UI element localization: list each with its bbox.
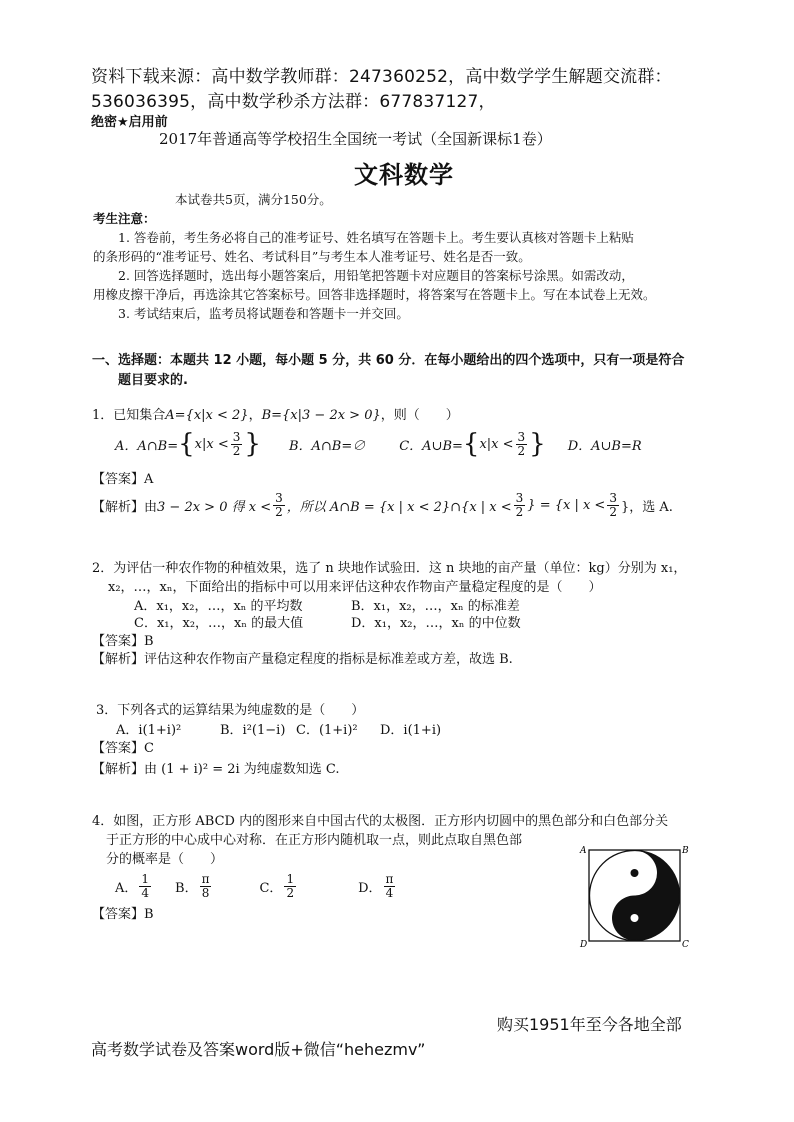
note-1b: 的条形码的“准考证号、姓名、考试科目”与考生本人准考证号、姓名是否一致。 bbox=[93, 249, 531, 264]
footer-line-1: 购买1951年至今各地全部 bbox=[497, 1015, 682, 1034]
taiji-dot-white bbox=[631, 914, 639, 922]
vertex-label-a: A bbox=[580, 846, 587, 856]
note-1a: 1. 答卷前，考生务必将自己的准考证号、姓名填写在答题卡上。考生要认真核对答题卡上粘贴 bbox=[118, 230, 634, 245]
taiji-dot-black bbox=[631, 869, 639, 877]
q4-stem-3: 分的概率是（ ） bbox=[106, 852, 224, 867]
q2-option-a: A．x₁，x₂，…，xₙ 的平均数 bbox=[134, 599, 303, 614]
note-2a: 2. 回答选择题时，选出每小题答案后，用铅笔把答题卡对应题目的答案标号涂黑。如需改动， bbox=[118, 268, 634, 283]
q3-explanation: 【解析】由 (1 + i)² = 2i 为纯虚数知选 C. bbox=[92, 762, 340, 777]
q4-option-c: C． $\frac{1}{2}$ bbox=[259, 871, 295, 900]
q3-option-a: A．i(1+i)² bbox=[116, 723, 182, 738]
exam-subtitle: 2017年普通高等学校招生全国统一考试（全国新课标1卷） bbox=[159, 130, 552, 148]
source-line-1: 资料下载来源：高中数学教师群：247360252，高中数学学生解题交流群： bbox=[91, 67, 672, 87]
vertex-label-d: D bbox=[580, 940, 588, 949]
exam-info: 本试卷共5页，满分150分。 bbox=[175, 192, 332, 207]
q3-option-d: D．i(1+i) bbox=[380, 723, 442, 738]
q1-option-a: A．A∩B= { x|x < $\frac{3}{2}$ } bbox=[115, 429, 261, 459]
note-2b: 用橡皮擦干净后，再选涂其它答案标号。回答非选择题时，将答案写在答题卡上。写在本试卷上无效。 bbox=[93, 287, 656, 302]
taiji-black-half bbox=[612, 851, 680, 941]
q1-option-c: C．A∪B= { x|x < $\frac{3}{2}$ } bbox=[399, 429, 546, 459]
q4-option-d: D． $\frac{\pi}{4}$ bbox=[358, 871, 394, 900]
section-heading-2: 题目要求的. bbox=[118, 373, 188, 388]
q2-answer: 【答案】B bbox=[92, 634, 154, 649]
q3-answer: 【答案】C bbox=[92, 741, 154, 756]
q1-set-a: A={x|x < 2} bbox=[165, 408, 249, 423]
exam-title: 文科数学 bbox=[354, 161, 454, 189]
q2-option-b: B．x₁，x₂，…，xₙ 的标准差 bbox=[351, 599, 520, 614]
q3-option-b: B．i²(1−i) bbox=[220, 723, 286, 738]
q2-stem-1: 2．为评估一种农作物的种植效果，选了 n 块地作试验田．这 n 块地的亩产量（单位：kg）分别为 x₁， bbox=[92, 561, 687, 576]
q1-answer: 【答案】A bbox=[92, 472, 154, 487]
q4-option-b: B． $\frac{\pi}{8}$ bbox=[175, 871, 210, 900]
q1-options bbox=[115, 424, 642, 464]
q3-option-c: C．(1+i)² bbox=[296, 723, 358, 738]
vertex-label-c: C bbox=[682, 940, 689, 949]
notes-heading: 考生注意： bbox=[93, 211, 156, 226]
note-3: 3. 考试结束后，监考员将试题卷和答题卡一并交回。 bbox=[118, 306, 409, 321]
q4-stem-2: 于正方形的中心成中心对称．在正方形内随机取一点，则此点取自黑色部 bbox=[106, 833, 523, 848]
vertex-label-b: B bbox=[682, 846, 689, 856]
q2-option-c: C．x₁，x₂，…，xₙ 的最大值 bbox=[134, 616, 304, 631]
source-line-2: 536036395，高中数学秒杀方法群：677837127， bbox=[91, 92, 496, 112]
q3-stem: 3．下列各式的运算结果为纯虚数的是（ ） bbox=[96, 703, 365, 718]
taiji-figure bbox=[578, 843, 690, 949]
q1-explanation: 【解析】由 3 − 2x > 0 得 x < $\frac{3}{2}$ ，所以 A∩B = {x | x < 2}∩{x | x < $\frac{3}{2}$ } = {x | x < $\frac{3}{2}$ }，选 A. bbox=[92, 490, 673, 519]
q1-option-b: B．A∩B=∅ bbox=[288, 438, 366, 454]
q2-option-d: D．x₁，x₂，…，xₙ 的中位数 bbox=[351, 616, 521, 631]
q1-stem: 1．已知集合A={x|x < 2}，B={x|3 − 2x > 0}，则（ ） bbox=[92, 408, 459, 423]
section-heading-1: 一、选择题：本题共 12 小题，每小题 5 分，共 60 分．在每小题给出的四个选项中，只有一项是符合 bbox=[92, 353, 685, 368]
q4-answer: 【答案】B bbox=[92, 907, 154, 922]
q1-option-d: D．A∪B=R bbox=[567, 438, 642, 454]
secret-mark: 绝密★启用前 bbox=[91, 115, 168, 130]
q4-options bbox=[115, 866, 397, 906]
footer-line-2: 高考数学试卷及答案word版+微信“hehezmv” bbox=[91, 1040, 426, 1059]
q1-set-b: B={x|3 − 2x > 0} bbox=[261, 408, 381, 423]
q4-stem-1: 4．如图，正方形 ABCD 内的图形来自中国古代的太极图．正方形内切圆中的黑色部分和白色部分关 bbox=[92, 814, 669, 829]
q4-option-a: A． $\frac{1}{4}$ bbox=[115, 871, 150, 900]
q2-explanation: 【解析】评估这种农作物亩产量稳定程度的指标是标准差或方差，故选 B. bbox=[92, 652, 513, 667]
q2-stem-2: x₂，…，xₙ，下面给出的指标中可以用来评估这种农作物亩产量稳定程度的是（ ） bbox=[108, 580, 602, 595]
